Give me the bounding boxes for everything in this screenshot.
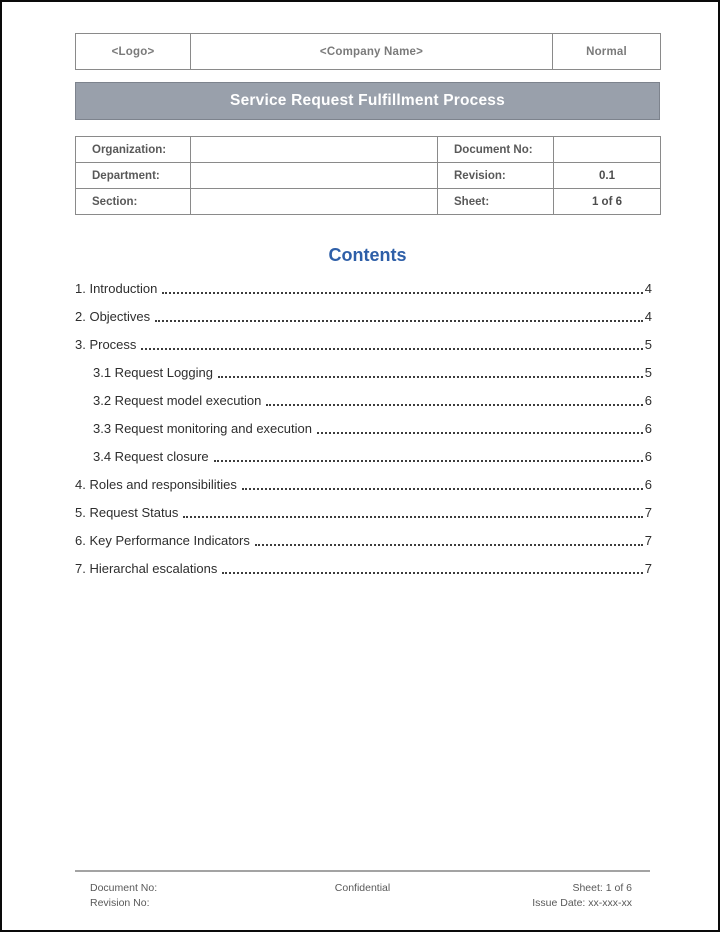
toc-leader-dots [218,359,643,378]
info-row-organization [76,137,661,163]
document-header-table [75,33,661,70]
sheet-value: 1 of 6 [554,189,661,215]
toc-entry-label: 3.1 Request Logging [93,365,213,380]
toc-entry-label: 3. Process [75,337,137,352]
info-row-section [76,189,661,215]
footer-sheet: Sheet: 1 of 6 [572,882,632,894]
toc-entry-label: 5. Request Status [75,505,179,520]
footer-confidential: Confidential [334,882,391,894]
document-no-value-cell [554,137,661,163]
toc-entry-hierarchal-escalations [75,555,652,583]
toc-entry-label: 7. Hierarchal escalations [75,561,218,576]
toc-entry-introduction [75,275,652,303]
toc-page-number: 4 [644,281,652,296]
footer-revision-no: Revision No: [90,897,150,909]
toc-entry-request-closure [75,443,652,471]
footer-left [75,881,265,911]
document-info-table [75,136,661,215]
organization-value-cell [191,137,438,163]
sheet-label: Sheet: [438,189,554,215]
toc-page-number: 6 [644,421,652,436]
toc-page-number: 7 [644,533,652,548]
toc-page-number: 6 [644,449,652,464]
organization-label: Organization: [76,137,191,163]
toc-entry-request-logging [75,359,652,387]
toc-entry-process [75,331,652,359]
footer-right [460,881,650,911]
footer-document-no: Document No: [90,882,158,894]
company-name-cell: <Company Name> [191,34,553,70]
contents-heading: Contents [328,245,407,265]
toc-page-number: 4 [644,309,652,324]
logo-cell: <Logo> [76,34,191,70]
department-value-cell [191,163,438,189]
toc-entry-label: 1. Introduction [75,281,158,296]
toc-leader-dots [222,555,642,574]
toc-entry-request-monitoring [75,415,652,443]
table-of-contents [75,275,652,583]
page-footer [75,870,650,911]
toc-entry-objectives [75,303,652,331]
section-value-cell [191,189,438,215]
revision-value: 0.1 [554,163,661,189]
toc-leader-dots [141,331,642,350]
department-label: Department: [76,163,191,189]
toc-entry-label: 3.4 Request closure [93,449,209,464]
document-title-banner: Service Request Fulfillment Process [75,82,660,120]
toc-entry-roles-and-responsibilities [75,471,652,499]
toc-entry-request-status [75,499,652,527]
revision-label: Revision: [438,163,554,189]
toc-page-number: 7 [644,561,652,576]
toc-entry-label: 3.2 Request model execution [93,393,262,408]
toc-entry-label: 6. Key Performance Indicators [75,533,250,548]
footer-issue-date: Issue Date: xx-xxx-xx [532,897,632,909]
toc-leader-dots [242,471,643,490]
toc-leader-dots [162,275,642,294]
toc-entry-request-model-execution [75,387,652,415]
toc-page-number: 6 [644,393,652,408]
toc-leader-dots [183,499,642,518]
toc-page-number: 5 [644,365,652,380]
toc-leader-dots [266,387,642,406]
toc-page-number: 6 [644,477,652,492]
document-type-cell: Normal [553,34,661,70]
toc-leader-dots [255,527,643,546]
toc-leader-dots [214,443,643,462]
toc-page-number: 5 [644,337,652,352]
footer-columns [75,881,650,911]
toc-leader-dots [317,415,643,434]
document-no-label: Document No: [438,137,554,163]
toc-entry-label: 3.3 Request monitoring and execution [93,421,312,436]
section-label: Section: [76,189,191,215]
info-row-department [76,163,661,189]
toc-entry-key-performance-indicators [75,527,652,555]
toc-leader-dots [155,303,643,322]
toc-entry-label: 2. Objectives [75,309,151,324]
toc-entry-label: 4. Roles and responsibilities [75,477,237,492]
header-row [76,34,661,70]
toc-page-number: 7 [644,505,652,520]
